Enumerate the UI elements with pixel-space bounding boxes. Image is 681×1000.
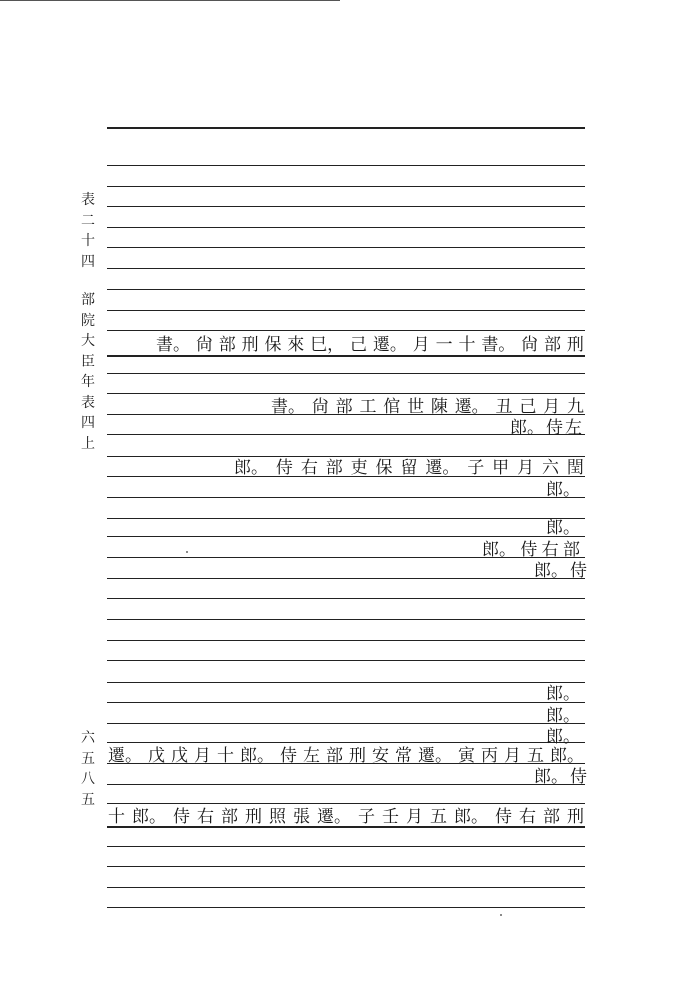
glyph: 照 <box>269 807 286 827</box>
table-rule <box>107 268 585 269</box>
glyph: 遷。 <box>372 335 407 355</box>
side-section-char: 上 <box>81 435 95 452</box>
glyph: 郎。 <box>234 458 268 478</box>
page-number <box>78 728 98 810</box>
glyph: 己 <box>519 397 537 417</box>
glyph: 十 <box>217 746 234 766</box>
table-rule <box>107 186 585 187</box>
table-rule <box>107 373 585 374</box>
glyph: 月 <box>412 335 430 355</box>
glyph: 遷。 <box>425 458 460 478</box>
glyph: 部 <box>562 540 580 560</box>
glyph: 閏 <box>566 458 584 478</box>
side-section-char: 四 <box>81 415 95 431</box>
glyph: 侍 <box>280 746 297 766</box>
table-rule <box>107 784 585 785</box>
glyph: 郎。 <box>240 746 274 766</box>
glyph: 己 <box>350 335 368 355</box>
glyph: 遷。 <box>108 746 142 766</box>
table-rule <box>107 907 585 908</box>
glyph: 侍 <box>520 540 538 560</box>
glyph: 郎。 <box>546 727 580 747</box>
glyph: 工 <box>359 397 377 417</box>
glyph: 月 <box>406 807 423 827</box>
glyph: 書。 <box>271 397 305 417</box>
side-title <box>78 190 98 272</box>
glyph: 郎。 <box>546 480 580 500</box>
side-title-char: 二 <box>81 212 95 229</box>
glyph: 五 <box>527 746 544 766</box>
side-section-char: 大 <box>81 333 95 349</box>
glyph: 侍 <box>275 458 293 478</box>
table-rule <box>107 887 585 888</box>
glyph: 郎。 <box>454 807 488 827</box>
glyph: 遷。 <box>317 807 351 827</box>
glyph: 常 <box>395 746 412 766</box>
side-title-char: 四 <box>81 253 95 270</box>
side-title-char: 表 <box>81 192 95 208</box>
glyph: 六 <box>541 458 559 478</box>
side-section-char: 表 <box>81 394 95 411</box>
glyph: 尙 <box>311 397 329 417</box>
table-row <box>533 763 587 787</box>
glyph: 張 <box>293 807 310 827</box>
glyph: 侍 <box>546 418 563 438</box>
glyph: 書。 <box>156 335 190 355</box>
speck <box>186 551 188 553</box>
table-rule <box>107 165 585 166</box>
glyph: 部 <box>544 335 562 355</box>
glyph: 書。 <box>481 335 516 355</box>
glyph: 刑 <box>245 807 262 827</box>
glyph: 世 <box>407 397 425 417</box>
glyph: 左 <box>303 746 320 766</box>
glyph: 郎。 <box>534 767 568 787</box>
glyph: 五 <box>430 807 447 827</box>
glyph: 巳， <box>310 335 345 355</box>
glyph: 侍 <box>495 807 512 827</box>
page-top-border <box>0 0 340 1</box>
glyph: 甲 <box>492 458 510 478</box>
glyph: 左 <box>565 418 582 438</box>
glyph: 子 <box>467 458 485 478</box>
table-rule <box>107 660 585 661</box>
table-row <box>155 331 585 355</box>
glyph: 保 <box>375 458 393 478</box>
side-section-char: 院 <box>81 312 95 329</box>
table-rule <box>107 518 585 519</box>
table-row <box>545 476 581 500</box>
side-section-char: 臣 <box>81 353 95 370</box>
table-rule <box>107 598 585 599</box>
glyph: 右 <box>541 540 559 560</box>
glyph: 尙 <box>521 335 539 355</box>
table-rule <box>107 723 585 724</box>
glyph: 郎。 <box>546 706 580 726</box>
glyph: 部 <box>218 335 236 355</box>
table-rule <box>107 497 585 498</box>
glyph: 戊 <box>148 746 165 766</box>
page-number-char: 五 <box>81 791 95 808</box>
page-number-char: 五 <box>81 750 95 767</box>
glyph: 郎。 <box>482 540 516 560</box>
glyph: 安 <box>372 746 389 766</box>
glyph: 郎。 <box>132 807 166 827</box>
side-section-char: 年 <box>81 374 95 390</box>
glyph: 一 <box>435 335 453 355</box>
table-rule <box>107 355 585 357</box>
glyph: 侍 <box>570 561 587 581</box>
glyph: 郎。 <box>534 561 568 581</box>
glyph: 月 <box>543 397 561 417</box>
table-rule <box>107 702 585 703</box>
table-rule <box>107 247 585 248</box>
table-rule <box>107 846 585 847</box>
glyph: 子 <box>358 807 375 827</box>
table-row <box>533 557 587 581</box>
table-row <box>107 803 585 827</box>
glyph: 丑 <box>495 397 513 417</box>
glyph: 部 <box>326 746 343 766</box>
glyph: 月 <box>194 746 211 766</box>
table-rule <box>107 310 585 311</box>
glyph: 部 <box>543 807 560 827</box>
glyph: 遷。 <box>454 397 489 417</box>
glyph: 戊 <box>171 746 188 766</box>
glyph: 寅 <box>458 746 475 766</box>
glyph: 郎。 <box>546 518 580 538</box>
glyph: 右 <box>197 807 214 827</box>
page-number-char: 六 <box>81 730 95 746</box>
glyph: 保 <box>264 335 282 355</box>
glyph: 右 <box>300 458 318 478</box>
glyph: 尙 <box>195 335 213 355</box>
glyph: 刑 <box>567 807 584 827</box>
speck <box>500 914 502 916</box>
table-row <box>107 742 585 766</box>
glyph: 侍 <box>173 807 190 827</box>
table-rule <box>107 127 585 129</box>
glyph: 丙 <box>481 746 498 766</box>
glyph: 郎。 <box>546 684 580 704</box>
table-row <box>233 454 585 478</box>
glyph: 倌 <box>383 397 401 417</box>
table-rule <box>107 619 585 620</box>
glyph: 陳 <box>430 397 448 417</box>
table-rule <box>107 227 585 228</box>
side-title-char: 十 <box>81 233 95 249</box>
side-section <box>78 290 98 454</box>
glyph: 部 <box>325 458 343 478</box>
side-section-char: 部 <box>81 292 95 308</box>
table-rule <box>107 206 585 207</box>
table-rule <box>107 578 585 579</box>
glyph: 部 <box>335 397 353 417</box>
glyph: 十 <box>108 807 125 827</box>
glyph: 月 <box>504 746 521 766</box>
glyph: 壬 <box>382 807 399 827</box>
glyph: 刑 <box>566 335 584 355</box>
glyph: 侍 <box>570 767 587 787</box>
glyph: 右 <box>519 807 536 827</box>
page-number-char: 八 <box>81 771 95 787</box>
glyph: 刑 <box>349 746 366 766</box>
table-rule <box>107 640 585 641</box>
glyph: 來 <box>287 335 305 355</box>
glyph: 月 <box>517 458 535 478</box>
table-rule <box>107 682 585 683</box>
table-row <box>509 414 581 438</box>
glyph: 刑 <box>241 335 259 355</box>
glyph: 十 <box>458 335 476 355</box>
glyph: 部 <box>221 807 238 827</box>
glyph: 留 <box>400 458 418 478</box>
table-rule <box>107 289 585 290</box>
glyph: 遷。 <box>418 746 452 766</box>
glyph: 郎。 <box>550 746 584 766</box>
glyph: 九 <box>566 397 584 417</box>
table-rule <box>107 866 585 867</box>
glyph: 郎。 <box>510 418 544 438</box>
glyph: 吏 <box>350 458 368 478</box>
